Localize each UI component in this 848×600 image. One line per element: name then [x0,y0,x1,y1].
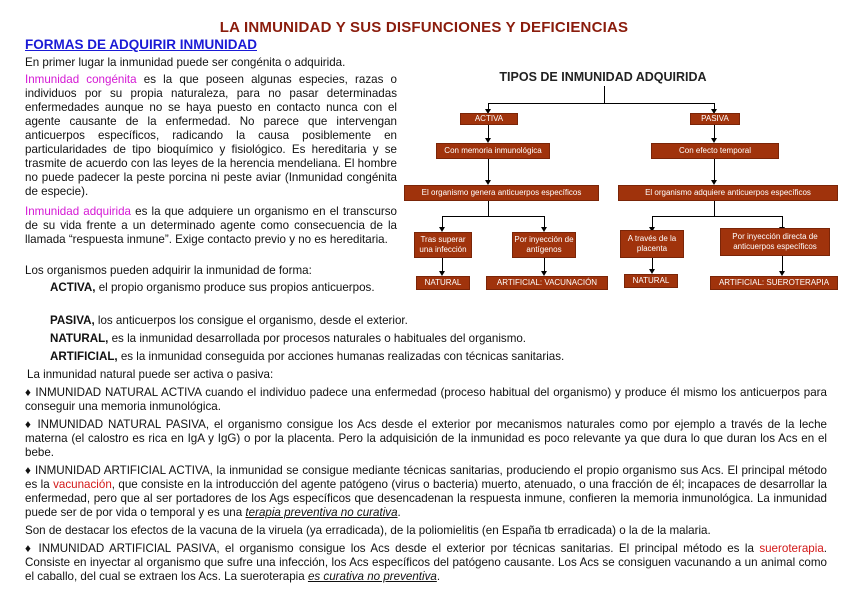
formas-intro: Los organismos pueden adquirir la inmunidad de forma: [25,264,312,277]
superar-box: Tras superar una infección [414,232,472,258]
section-heading: FORMAS DE ADQUIRIR INMUNIDAD [25,37,257,52]
natural-intro: La inmunidad natural puede ser activa o pasiva: [27,368,274,381]
page-title: LA INMUNIDAD Y SUS DISFUNCIONES Y DEFICIENCIAS [219,19,629,36]
congenita-term: Inmunidad congénita [25,73,137,86]
preventiva-note: terapia preventiva no curativa [245,506,398,519]
artificial-activa-text-2: , que consiste en la introducción del agente patógeno (virus o bacteria) muerto, atenuado, o una fracción de él; incapaces de desarrollar la enfermedad, pero que al ser portadores de los Ags específicos que desencadenan la respuesta inmune, confieren la memoria inmunológica. La inmunidad puede ser de por vida o temporal y es una [25,478,827,519]
intro-paragraph: En primer lugar la inmunidad puede ser congénita o adquirida. [25,56,346,69]
artificial-activa-text: la inmunidad se consigue mediante técnicas sanitarias, produciendo el propio organismo sus Acs. El principal método es la [25,464,827,491]
forma-text: es la inmunidad desarrollada por procesos naturales o habituales del organismo. [108,332,527,345]
adquirida-term: Inmunidad adquirida [25,205,131,218]
artificial-pasiva-text-2: . Consiste en inyectar al organismo que sufre una infección, los Acs específicos del patógeno causante. Los Acs se consiguen vacunando a un animal como el caballo, del cual se extraen los Acs. La sueroterapia [25,542,827,583]
sueroterapia-term: sueroterapia [759,542,824,555]
adquirida-paragraph [25,205,397,247]
forma-term: ARTIFICIAL, [50,350,118,363]
forma-term: NATURAL, [50,332,109,345]
natural-pasiva-heading: ♦ INMUNIDAD NATURAL PASIVA [25,418,206,431]
period: . [397,506,401,519]
connector [488,201,489,216]
connector [782,256,783,272]
artificial-pasiva-paragraph [25,542,827,584]
vacunacion-term: vacunación [53,478,112,491]
connector [714,159,715,181]
inyeccion-anticuerpos-box: Por inyección directa de anticuerpos específicos [720,228,830,256]
temporal-box: Con efecto temporal [651,143,779,159]
forma-text: el propio organismo produce sus propios anticuerpos. [95,281,375,294]
connector [652,216,782,217]
genera-box: El organismo genera anticuerpos específicos [404,185,599,201]
natural-box: NATURAL [416,276,470,290]
connector [488,125,489,139]
connector [442,258,443,272]
congenita-paragraph [25,73,397,199]
natural-box-2: NATURAL [624,274,678,288]
immunity-diagram [398,70,838,300]
forma-text: es la inmunidad conseguida por acciones humanas realizadas con técnicas sanitarias. [117,350,565,363]
adquirida-text: es la que adquiere un organismo en el transcurso de su vida frente a un determinado agente como consecuencia de la llamada “respuesta inmune”. Exige contacto previo y no es hereditaria. [25,205,397,246]
artificial-pasiva-text: el organismo consigue los Acs desde el exterior por técnicas sanitarias. El principal método es la [219,542,760,555]
period: . [436,570,441,583]
forma-item [50,332,630,346]
placenta-box: A través de la placenta [620,230,684,258]
sueroterapia-box: ARTIFICIAL: SUEROTERAPIA [710,276,838,290]
connector [442,216,544,217]
connector [488,103,715,104]
activa-box: ACTIVA [460,113,518,125]
diagram-title: TIPOS DE INMUNIDAD ADQUIRIDA [499,70,707,84]
connector [714,201,715,216]
forma-item [50,350,640,364]
memoria-box: Con memoria inmunológica [436,143,550,159]
connector [714,125,715,139]
natural-activa-text: cuando el individuo padece una enfermedad (proceso habitual del organismo) y produce él mismo los anticuerpos para conseguir una memoria inmunológica. [25,386,827,413]
connector [488,159,489,181]
connector [544,258,545,272]
adquiere-box: El organismo adquiere anticuerpos específicos [618,185,838,201]
pasiva-box: PASIVA [690,113,740,125]
natural-activa-heading: ♦ INMUNIDAD NATURAL ACTIVA [25,386,202,399]
natural-activa-paragraph [25,386,827,414]
artificial-activa-heading: ♦ INMUNIDAD ARTIFICIAL ACTIVA, [25,464,213,477]
inyeccion-antigenos-box: Por inyección de antígenos [512,232,576,258]
forma-text: los anticuerpos los consigue el organismo, desde el exterior. [94,314,408,327]
destacar-paragraph: Son de destacar los efectos de la vacuna de la viruela (ya erradicada), de la poliomielitis (en España tb erradicada) o la de la malaria. [25,524,711,537]
forma-item [50,314,610,328]
natural-pasiva-paragraph [25,418,827,460]
congenita-text: es la que poseen algunas especies, razas o individuos por su propia naturaleza, para no pasar determinadas enfermedades aunque no se haya puesto en contacto nunca con el agente causante de la enfermedad. No parece que intervengan anticuerpos específicos, radicando la causa posiblemente en particularidades de tipo bioquímico y fisiológico. Es hereditaria y se trasmite de acuerdo con las leyes de la herencia mendeliana. El hombre no puede padecer la peste porcina ni peste aviar (Inmunidad congénita de especie). [25,73,397,198]
connector [604,86,605,103]
artificial-activa-paragraph [25,464,827,520]
forma-term: PASIVA, [50,314,95,327]
vacunacion-box: ARTIFICIAL: VACUNACIÓN [486,276,608,290]
artificial-pasiva-heading: ♦ INMUNIDAD ARTIFICIAL PASIVA, [25,542,220,555]
curativa-note: es curativa no preventiva [307,570,437,583]
natural-pasiva-text: , el organismo consigue los Acs desde el exterior por mecanismos naturales como por ejemplo a través de la leche materna (el calostro es rica en IgA y IgG) o por la placenta. Pero la adquisición de la inmunidad es poco relevante ya que dura lo que duran los Acs en el bebe. [25,418,827,459]
forma-item [50,281,395,295]
forma-term: ACTIVA, [50,281,96,294]
